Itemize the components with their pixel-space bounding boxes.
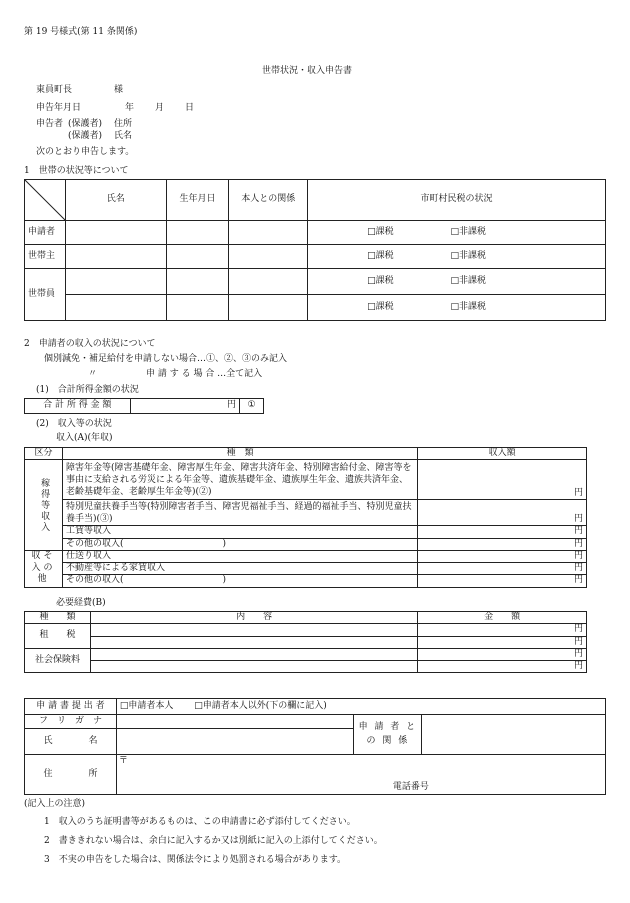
row-label-member: 世帯員 (25, 269, 66, 321)
income-amount-yen[interactable]: 円 (418, 526, 587, 538)
relation-input[interactable] (422, 715, 606, 755)
member2-tax-cell (308, 295, 606, 321)
section2-note2: 申 請 す る 場 合 …全て記入 (146, 369, 263, 379)
income-item-other2: その他の収入( ) (62, 575, 417, 587)
submitter-self-checkbox[interactable]: □申請者本人 (119, 700, 174, 711)
household-table (24, 179, 606, 321)
submitter-name-label: 氏 名 (25, 729, 117, 755)
applicant-guardian-2: (保護者) (68, 131, 103, 141)
applicant-tax-cell (308, 221, 606, 245)
furigana-label: フ リ ガ ナ (25, 715, 117, 729)
expense-amount-yen[interactable]: 円 (418, 636, 587, 648)
other-income-label (25, 550, 63, 587)
form-number: 第 19 号様式(第 11 条関係) (24, 27, 138, 37)
householder-relation-cell[interactable] (229, 245, 308, 269)
expense-tax-content-2[interactable] (90, 636, 417, 648)
householder-name-cell[interactable] (66, 245, 167, 269)
applicant-name-cell[interactable] (66, 221, 167, 245)
expense-tax-content-1[interactable] (90, 624, 417, 636)
notes-heading: (記入上の注意) (24, 799, 86, 809)
header-relation: 本人との関係 (229, 180, 308, 221)
expense-amount-yen[interactable]: 円 (418, 661, 587, 673)
income-item-disability-pension: 障害年金等(障害基礎年金、障害厚生年金、障害共済年金、特別障害給付金、障害等を事由に支給される労災による年金等、遺族基礎年金、遺族厚生年金、遺族共済年金、老齢基礎年金、老齢厚生年金等)(②) (62, 460, 417, 500)
member1-tax-cell (308, 269, 606, 295)
income-amount-yen[interactable]: 円 (418, 538, 587, 550)
expense-insurance-label: 社会保険料 (25, 648, 91, 673)
expense-insurance-content-1[interactable] (90, 648, 417, 660)
submitter-address-label: 住 所 (25, 755, 117, 795)
income-amount-yen[interactable]: 円 (418, 460, 587, 500)
expense-tax-label: 租 税 (25, 624, 91, 649)
note-item: 2 書ききれない場合は、余白に記入するか又は別紙に記入の上添付してください。 (44, 836, 383, 846)
applicant-guardian-1: (保護者) (68, 119, 103, 129)
member2-birth-cell[interactable] (166, 295, 229, 321)
circle-marker-1: ① (240, 399, 264, 414)
section2-note1: 個別減免・補足給付を申請しない場合…①、②、③のみ記入 (44, 354, 288, 364)
addressee-name: 東員町長 (36, 85, 73, 95)
addressee-honorific: 様 (114, 85, 124, 95)
applicant-address-label: 住所 (114, 119, 133, 129)
income-amount-yen[interactable]: 円 (418, 500, 587, 526)
income-table (24, 447, 587, 588)
expense-header-content: 内 容 (90, 612, 417, 624)
applicant-label: 申告者 (36, 119, 64, 129)
total-income-table (24, 398, 264, 414)
householder-tax-cell (308, 245, 606, 269)
expense-amount-yen[interactable]: 円 (418, 624, 587, 636)
date-year: 年 (125, 103, 135, 113)
applicant-birth-cell[interactable] (166, 221, 229, 245)
expense-insurance-content-2[interactable] (90, 661, 417, 673)
taxed-checkbox[interactable]: □課税 (367, 301, 394, 312)
submitter-options (116, 699, 605, 715)
member1-relation-cell[interactable] (229, 269, 308, 295)
submitter-address-input[interactable] (116, 755, 605, 795)
member2-name-cell[interactable] (66, 295, 167, 321)
untaxed-checkbox[interactable]: □非課税 (450, 275, 487, 286)
income-header-category: 区分 (25, 448, 63, 460)
page-title: 世帯状況・収入申告書 (262, 66, 353, 76)
subsection1-heading: (1) 合計所得金額の状況 (36, 385, 139, 395)
income-item-child-allowance: 特別児童扶養手当等(特別障害者手当、障害児福祉手当、経過的福祉手当、特別児童扶養手当)(③) (62, 500, 417, 526)
postal-mark: 〒 (118, 756, 128, 766)
income-amount-yen[interactable]: 円 (418, 550, 587, 562)
income-header-type: 種 類 (62, 448, 417, 460)
diagonal-cell (25, 180, 66, 221)
taxed-checkbox[interactable]: □課税 (367, 275, 394, 286)
phone-label: 電話番号 (392, 781, 429, 792)
row-label-applicant: 申請者 (25, 221, 66, 245)
income-item-wages: 工賃等収入 (62, 526, 417, 538)
declaration-text: 次のとおり申告します。 (36, 147, 135, 157)
income-item-other: その他の収入( ) (62, 538, 417, 550)
date-label: 申告年月日 (36, 103, 82, 113)
section2-note2-mark: 〃 (88, 369, 98, 379)
member1-name-cell[interactable] (66, 269, 167, 295)
expense-table (24, 611, 587, 673)
date-day: 日 (185, 103, 195, 113)
total-income-label: 合 計 所 得 金 額 (25, 399, 131, 414)
member1-birth-cell[interactable] (166, 269, 229, 295)
row-label-householder: 世帯主 (25, 245, 66, 269)
relation-label: 申 請 者 と の 関 係 (354, 715, 422, 755)
subsection2-heading: (2) 収入等の状況 (36, 419, 112, 429)
member2-relation-cell[interactable] (229, 295, 308, 321)
income-amount-yen[interactable]: 円 (418, 575, 587, 587)
section2-heading: 2 申請者の収入の状況について (24, 339, 156, 349)
untaxed-checkbox[interactable]: □非課税 (450, 301, 487, 312)
income-caption: 収入(A)(年収) (56, 433, 113, 443)
note-item: 3 不実の申告をした場合は、関係法令により処罰される場合があります。 (44, 855, 347, 865)
furigana-input[interactable] (116, 715, 354, 729)
note-item: 1 収入のうち証明書等があるものは、この申請書に必ず添付してください。 (44, 817, 356, 827)
income-item-rent: 不動産等による家賃収入 (62, 563, 417, 575)
taxed-checkbox[interactable]: □課税 (367, 226, 394, 237)
header-birthdate: 生年月日 (166, 180, 229, 221)
householder-birth-cell[interactable] (166, 245, 229, 269)
expense-amount-yen[interactable]: 円 (418, 648, 587, 660)
income-item-remittance: 仕送り収入 (62, 550, 417, 562)
submitter-table (24, 698, 606, 795)
header-name: 氏名 (66, 180, 167, 221)
section1-heading: 1 世帯の状況等について (24, 166, 129, 176)
untaxed-checkbox[interactable]: □非課税 (450, 250, 487, 261)
income-header-amount: 収入額 (418, 448, 587, 460)
applicant-relation-cell[interactable] (229, 221, 308, 245)
earned-income-label-text: 稼得等収入 (39, 477, 50, 533)
income-amount-yen[interactable]: 円 (418, 563, 587, 575)
other-income-label-text: 収そ入の他 (31, 551, 56, 585)
total-income-yen[interactable]: 円 (130, 399, 240, 414)
header-tax-status: 市町村民税の状況 (308, 180, 606, 221)
earned-income-label (25, 460, 63, 551)
submitter-other-checkbox[interactable]: □申請者本人以外(下の欄に記入) (194, 700, 327, 711)
expense-header-type: 種 類 (25, 612, 91, 624)
submitter-name-input[interactable] (116, 729, 354, 755)
taxed-checkbox[interactable]: □課税 (367, 250, 394, 261)
expense-header-amount: 金 額 (418, 612, 587, 624)
untaxed-checkbox[interactable]: □非課税 (450, 226, 487, 237)
applicant-name-label: 氏名 (114, 131, 133, 141)
submitter-label: 申 請 書 提 出 者 (25, 699, 117, 715)
expense-caption: 必要経費(B) (56, 598, 106, 608)
date-month: 月 (155, 103, 165, 113)
